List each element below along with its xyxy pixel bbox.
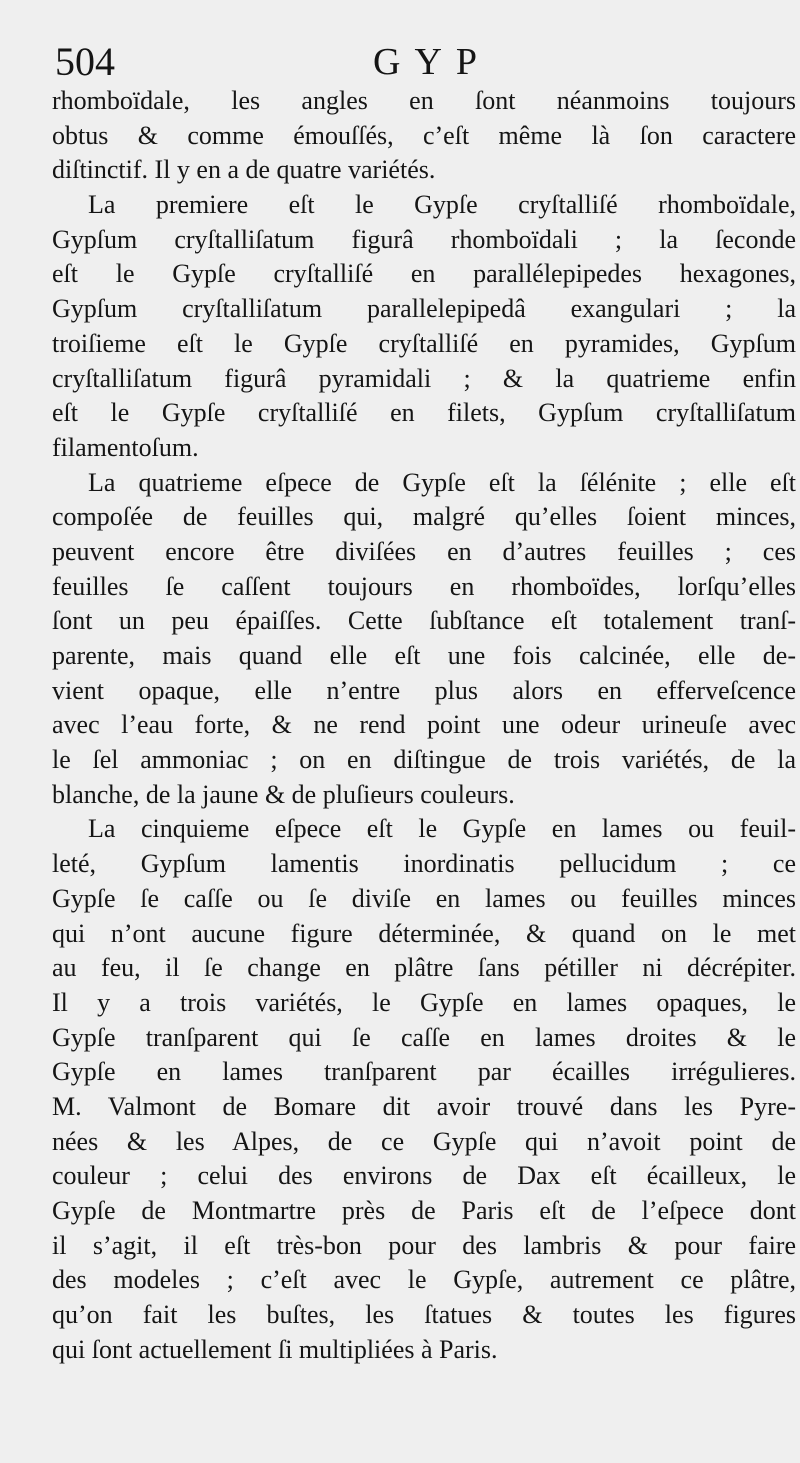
page-number: 504 <box>55 39 115 84</box>
text-line: il s’agit, il eſt très-bon pour des lambris & pour faire <box>52 1230 796 1260</box>
text-line: au feu, il ſe change en plâtre ſans pétiller ni décrépiter. <box>52 953 796 983</box>
text-line: couleur ; celui des environs de Dax eſt écailleux, le <box>52 1161 796 1191</box>
text-line: qu’on fait les buſtes, les ſtatues & toutes les figures <box>52 1300 796 1330</box>
text-line: le ſel ammoniac ; on en diſtingue de trois variétés, de la <box>52 745 796 775</box>
text-line: parente, mais quand elle eſt une fois calcinée, elle de- <box>52 641 796 670</box>
text-line: blanche, de la jaune & de pluſieurs couleurs. <box>52 779 515 809</box>
text-line: eſt le Gypſe cryſtalliſé en filets, Gypſum cryſtalliſatum <box>52 398 796 428</box>
text-line: obtus & comme émouſſés, c’eſt même là ſon caractere <box>52 120 796 150</box>
text-line: troiſieme eſt le Gypſe cryſtalliſé en pyramides, Gypſum <box>52 328 796 358</box>
text-line: Gypſe tranſparent qui ſe caſſe en lames droites & le <box>52 1022 796 1052</box>
text-line: des modeles ; c’eſt avec le Gypſe, autrement ce plâtre, <box>52 1265 796 1295</box>
text-line: M. Valmont de Bomare dit avoir trouvé dans les Pyre- <box>52 1091 796 1121</box>
text-line: ſont un peu épaiſſes. Cette ſubſtance eſt totalement tranſ- <box>52 606 796 636</box>
text-line: leté, Gypſum lamentis inordinatis pellucidum ; ce <box>52 849 796 879</box>
text-line: Gypſum cryſtalliſatum figurâ rhomboïdali ; la ſeconde <box>52 224 796 254</box>
text-line: La premiere eſt le Gypſe cryſtalliſé rhomboïdale, <box>88 190 796 220</box>
text-line: avec l’eau forte, & ne rend point une odeur urineuſe avec <box>52 710 796 740</box>
text-line: qui ſont actuellement ſi multipliées à Paris. <box>52 1334 498 1364</box>
text-line: nées & les Alpes, de ce Gypſe qui n’avoit point de <box>52 1126 796 1156</box>
text-line: Gypſe en lames tranſparent par écailles irrégulieres. <box>52 1057 796 1087</box>
text-line: cryſtalliſatum figurâ pyramidali ; & la quatrieme enfin <box>52 363 796 393</box>
text-line: rhomboïdale, les angles en ſont néanmoins toujours <box>52 86 796 115</box>
text-line: filamentoſum. <box>52 432 199 462</box>
text-line: Gypſum cryſtalliſatum parallelepipedâ exangulari ; la <box>52 294 796 324</box>
text-line: eſt le Gypſe cryſtalliſé en parallélepipedes hexagones, <box>52 259 796 289</box>
body-text <box>52 84 796 1367</box>
text-line: La quatrieme eſpece de Gypſe eſt la ſélénite ; elle eſt <box>88 467 796 497</box>
text-line: La cinquieme eſpece eſt le Gypſe en lames ou feuil- <box>88 814 796 844</box>
text-line: Il y a trois variétés, le Gypſe en lames opaques, le <box>52 987 796 1017</box>
text-line: compoſée de feuilles qui, malgré qu’elles ſoient minces, <box>52 502 796 532</box>
text-line: feuilles ſe caſſent toujours en rhomboïdes, lorſqu’elles <box>52 571 796 601</box>
text-line: Gypſe ſe caſſe ou ſe diviſe en lames ou feuilles minces <box>52 883 796 913</box>
text-line: diſtinctif. Il y en a de quatre variétés. <box>52 155 436 185</box>
text-line: peuvent encore être diviſées en d’autres feuilles ; ces <box>52 536 796 566</box>
text-line: Gypſe de Montmartre près de Paris eſt de l’eſpece dont <box>52 1196 796 1225</box>
text-line: qui n’ont aucune figure déterminée, & quand on le met <box>52 918 796 948</box>
running-head: GYP <box>373 41 492 83</box>
text-line: vient opaque, elle n’entre plus alors en efferveſcence <box>52 675 796 705</box>
